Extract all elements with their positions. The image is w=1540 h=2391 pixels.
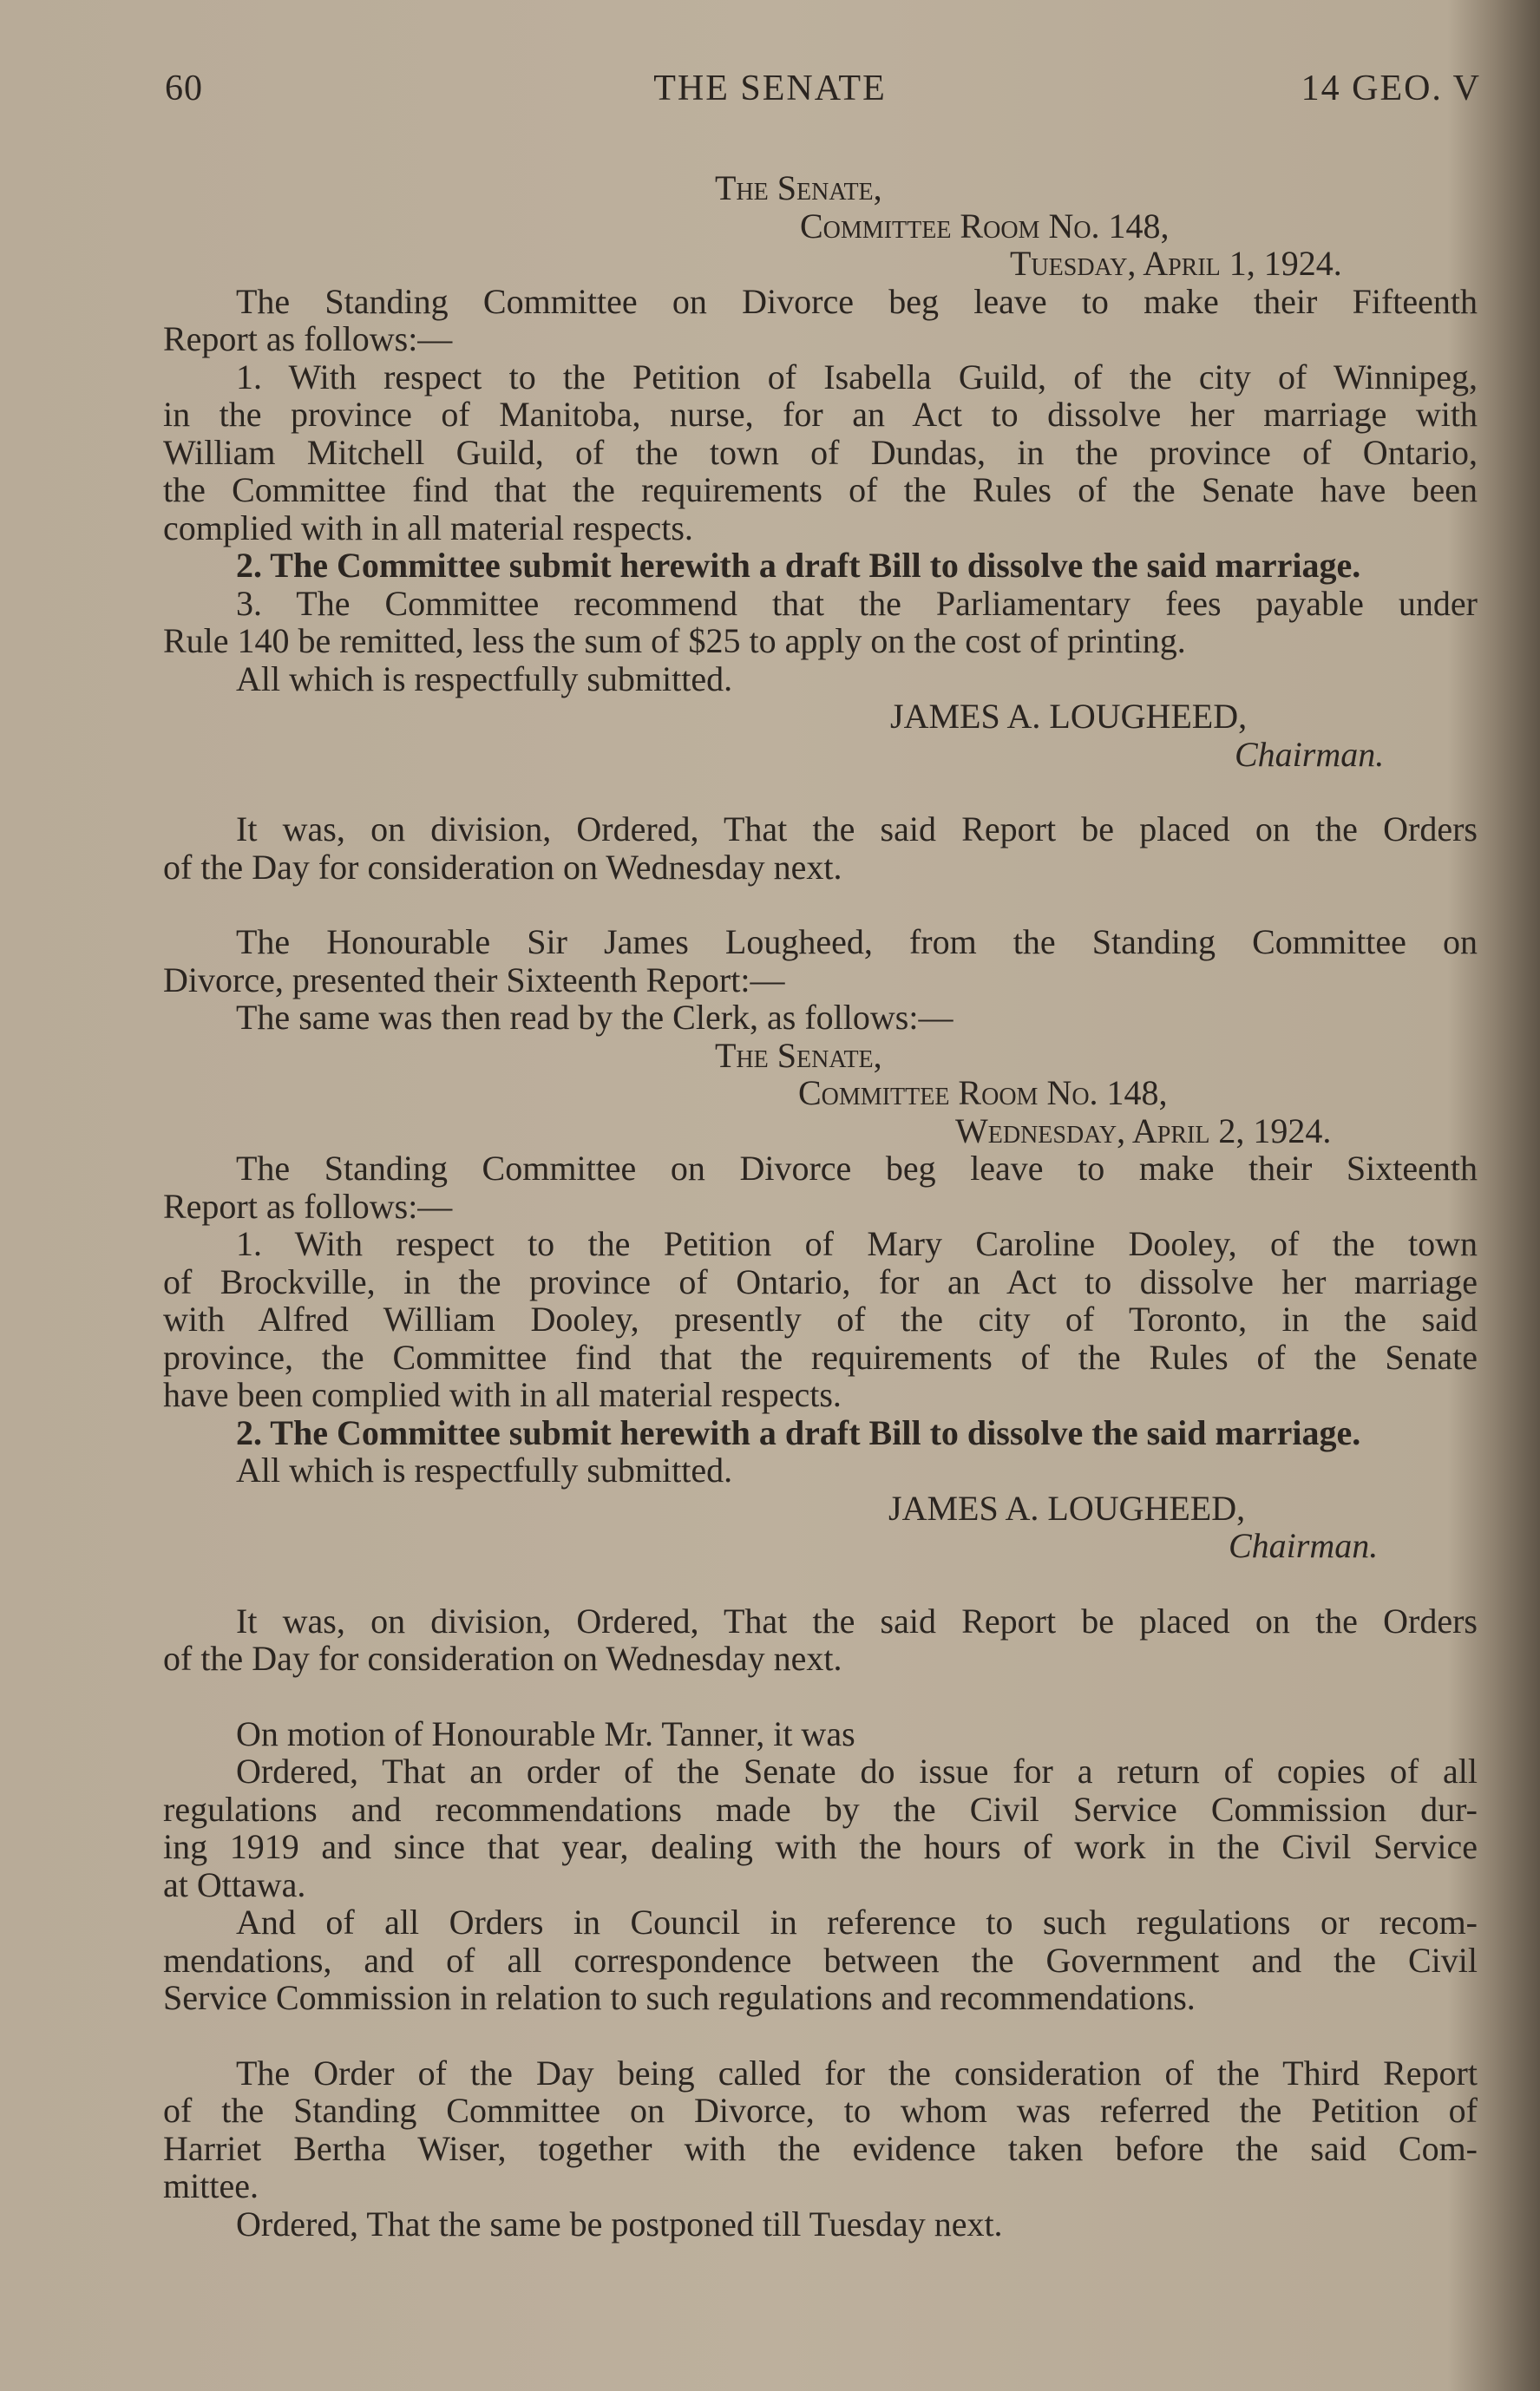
report15-line: William Mitchell Guild, of the town of Dundas, in the province of Ontario, <box>163 432 1478 472</box>
report16-line: 2. The Committee submit herewith a draft Bill to dissolve the said marriage. <box>236 1412 1361 1452</box>
report16-line: Report as follows:— <box>163 1186 453 1226</box>
report15-order-line: It was, on division, Ordered, That the said Report be placed on the Orders <box>236 809 1478 848</box>
motion-line: And of all Orders in Council in reference to such regulations or recom- <box>236 1903 1478 1942</box>
report16-room: Committee Room No. 148, <box>798 1073 1168 1112</box>
spacer <box>163 1678 1478 1715</box>
presentation-line: Divorce, presented their Sixteenth Report:— <box>163 960 785 999</box>
report15-line: 2. The Committee submit herewith a draft Bill to dissolve the said marriage. <box>236 546 1361 585</box>
report16-line: with Alfred William Dooley, presently of the city of Toronto, in the said <box>163 1300 1478 1339</box>
spacer <box>163 1565 1478 1602</box>
report15-line: Rule 140 be remitted, less the sum of $25 to apply on the cost of printing. <box>163 621 1186 660</box>
report15-line: the Committee find that the requirements of the Rules of the Senate have been <box>163 470 1478 509</box>
report16-line: province, the Committee find that the requirements of the Rules of the Senate <box>163 1337 1478 1377</box>
report16-signature-title: Chairman. <box>1229 1526 1379 1565</box>
report15-line: complied with in all material respects. <box>163 508 693 547</box>
report15-line: 3. The Committee recommend that the Parliamentary fees payable under <box>236 583 1478 623</box>
presentation-line: The same was then read by the Clerk, as follows:— <box>236 998 953 1037</box>
report16-line: The Standing Committee on Divorce beg leave to make their Sixteenth <box>236 1149 1478 1188</box>
report15-org: The Senate, <box>715 168 882 207</box>
report16-line: All which is respectfully submitted. <box>236 1451 733 1490</box>
order-of-day-line: mittee. <box>163 2166 259 2205</box>
spacer <box>163 2017 1478 2054</box>
motion-line: mendations, and of all correspondence between the Government and the Civil <box>163 1940 1478 1980</box>
report15-line: 1. With respect to the Petition of Isabella Guild, of the city of Winnipeg, <box>236 357 1478 396</box>
motion-line: On motion of Honourable Mr. Tanner, it was <box>236 1713 855 1753</box>
regnal-year: 14 GEO. V <box>1301 69 1481 108</box>
report15-line: in the province of Manitoba, nurse, for an Act to dissolve her marriage with <box>163 395 1478 434</box>
page-body <box>163 169 1478 2243</box>
motion-line: Service Commission in relation to such regulations and recommendations. <box>163 1978 1196 2017</box>
report15-signature-title: Chairman. <box>1235 734 1385 774</box>
report16-date: Wednesday, April 2, 1924. <box>955 1110 1332 1150</box>
report16-signature: JAMES A. LOUGHEED, <box>888 1488 1246 1528</box>
report16-order-line: It was, on division, Ordered, That the said Report be placed on the Orders <box>236 1601 1478 1641</box>
spacer <box>163 773 1478 810</box>
motion-line: Ordered, That an order of the Senate do issue for a return of copies of all <box>236 1752 1478 1791</box>
report15-date: Tuesday, April 1, 1924. <box>1010 244 1342 283</box>
report15-line: Report as follows:— <box>163 319 453 358</box>
motion-line: ing 1919 and since that year, dealing with the hours of work in the Civil Service <box>163 1827 1478 1866</box>
order-of-day-line: Ordered, That the same be postponed till Tuesday next. <box>236 2204 1003 2244</box>
spacer <box>163 886 1478 923</box>
report15-line: All which is respectfully submitted. <box>236 658 733 698</box>
report15-signature: JAMES A. LOUGHEED, <box>890 697 1248 736</box>
report15-room: Committee Room No. 148, <box>800 206 1170 246</box>
motion-line: at Ottawa. <box>163 1864 306 1904</box>
page-number: 60 <box>165 69 203 108</box>
report16-line: have been complied with in all material respects. <box>163 1375 842 1414</box>
report16-line: of Brockville, in the province of Ontario, for an Act to dissolve her marriage <box>163 1261 1478 1301</box>
motion-line: regulations and recommendations made by the Civil Service Commission dur- <box>163 1789 1478 1829</box>
report15-line: The Standing Committee on Divorce beg leave to make their Fifteenth <box>236 281 1478 321</box>
report15-order-line: of the Day for consideration on Wednesday next. <box>163 847 842 887</box>
report16-line: 1. With respect to the Petition of Mary Caroline Dooley, of the town <box>236 1224 1478 1263</box>
presentation-line: The Honourable Sir James Lougheed, from the Standing Committee on <box>236 922 1478 961</box>
running-title: THE SENATE <box>653 69 887 108</box>
order-of-day-line: The Order of the Day being called for the consideration of the Third Report <box>236 2053 1478 2093</box>
report16-order-line: of the Day for consideration on Wednesday next. <box>163 1639 842 1678</box>
report16-org: The Senate, <box>715 1035 882 1075</box>
order-of-day-line: of the Standing Committee on Divorce, to whom was referred the Petition of <box>163 2091 1478 2130</box>
order-of-day-line: Harriet Bertha Wiser, together with the evidence taken before the said Com- <box>163 2128 1478 2168</box>
